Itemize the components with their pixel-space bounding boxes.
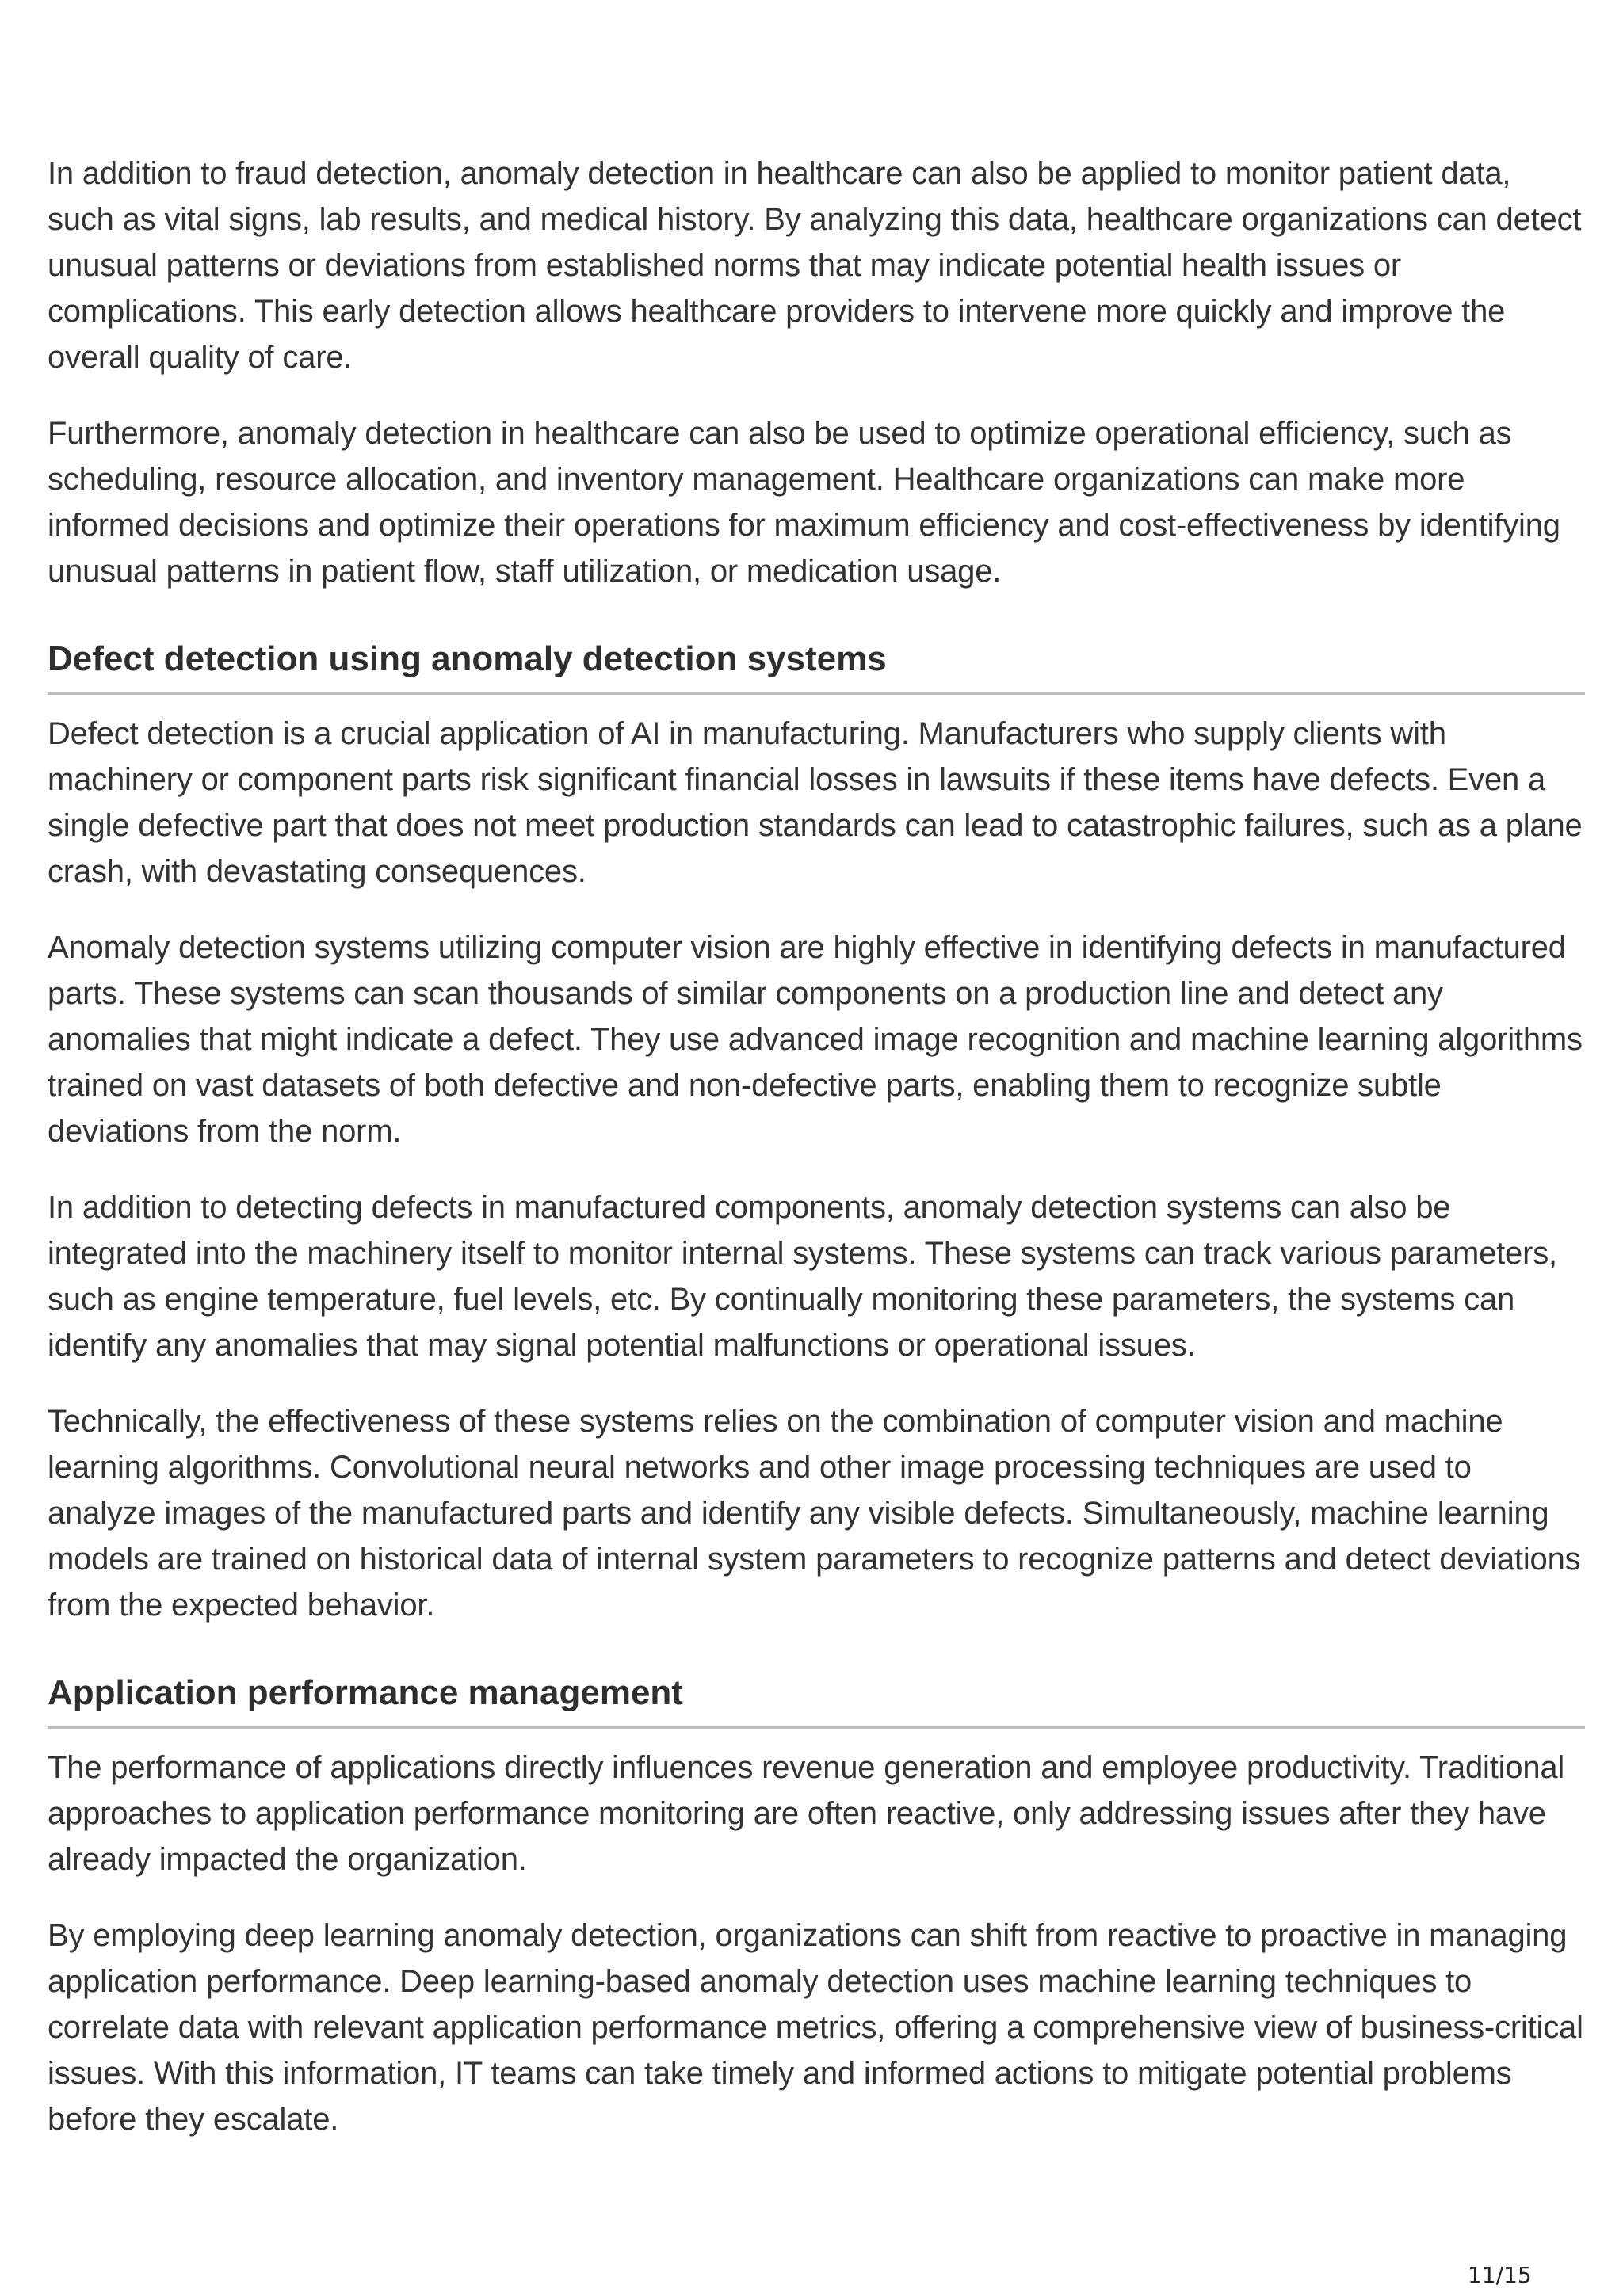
paragraph: The performance of applications directly influences revenue generation and employee productivity. Traditional approaches to application performance monitoring are often reactive, only addressing issues after they have already impacted the organization. [48, 1750, 1565, 1877]
page-number: 11/15 [1468, 2262, 1532, 2288]
paragraph: By employing deep learning anomaly detection, organizations can shift from reactive to proactive in managing application performance. Deep learning-based anomaly detection uses machine learning techniques to correlate data with relevant application performance metrics, offering a comprehensive view of business-critical issues. With this information, IT teams can take timely and informed actions to mitigate potential problems before they escalate. [48, 1918, 1583, 2137]
paragraph: Anomaly detection systems utilizing computer vision are highly effective in identifying defects in manufactured parts. These systems can scan thousands of similar components on a production line and detect any anomalies that might indicate a defect. They use advanced image recognition and machine learning algorithms trained on vast datasets of both defective and non-defective parts, enabling them to recognize subtle deviations from the norm. [48, 930, 1583, 1149]
document-page [48, 151, 1585, 2172]
section-heading: Defect detection using anomaly detection systems [48, 637, 1585, 695]
paragraph: Furthermore, anomaly detection in healthcare can also be used to optimize operational efficiency, such as scheduling, resource allocation, and inventory management. Healthcare organizations can make more informed decisions and optimize their operations for maximum efficiency and cost-effectiveness by identifying unusual patterns in patient flow, staff utilization, or medication usage. [48, 416, 1560, 589]
paragraph: In addition to fraud detection, anomaly detection in healthcare can also be applied to monitor patient data, such as vital signs, lab results, and medical history. By analyzing this data, healthcare organizations can detect unusual patterns or deviations from established norms that may indicate potential health issues or complications. This early detection allows healthcare providers to intervene more quickly and improve the overall quality of care. [48, 156, 1582, 375]
paragraph: Technically, the effectiveness of these systems relies on the combination of computer vision and machine learning algorithms. Convolutional neural networks and other image processing techniques are used to analyze images of the manufactured parts and identify any visible defects. Simultaneously, machine learning models are trained on historical data of internal system parameters to recognize patterns and detect deviations from the expected behavior. [48, 1404, 1581, 1623]
section-heading: Application performance management [48, 1671, 1585, 1729]
paragraph: In addition to detecting defects in manufactured components, anomaly detection systems can also be integrated into the machinery itself to monitor internal systems. These systems can track various parameters, such as engine temperature, fuel levels, etc. By continually monitoring these parameters, the systems can identify any anomalies that may signal potential malfunctions or operational issues. [48, 1190, 1557, 1363]
paragraph: Defect detection is a crucial application of AI in manufacturing. Manufacturers who supply clients with machinery or component parts risk significant financial losses in lawsuits if these items have defects. Even a single defective part that does not meet production standards can lead to catastrophic failures, such as a plane crash, with devastating consequences. [48, 716, 1583, 889]
